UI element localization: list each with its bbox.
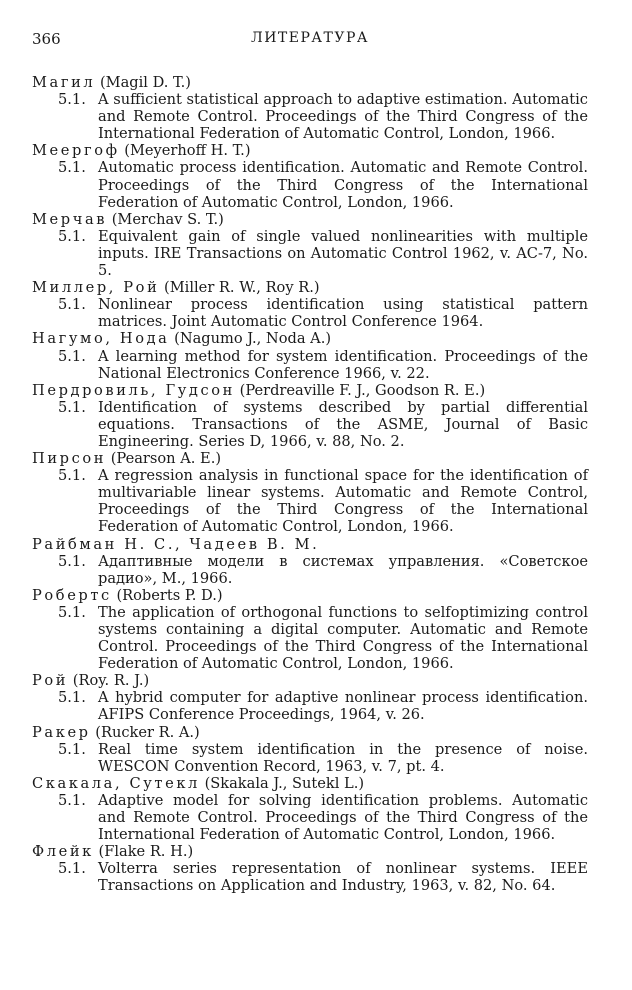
author-name-latin: (Magil D. T.)	[99, 74, 191, 91]
reference-text: Identification of systems described by partial differential equations. Transactions of the ASME, Journal of Basic Engineering. Series D, 1966, v. 88, No. 2.	[98, 398, 588, 450]
reference-text: Automatic process identification. Automatic and Remote Control. Proceedings of the Third Congress of the International Federation of Automatic Control, London, 1966.	[98, 159, 588, 211]
bibliography-entry	[32, 587, 588, 672]
reference-text: A hybrid computer for adaptive nonlinear process identification. AFIPS Conference Proceedings, 1964, v. 26.	[98, 689, 588, 724]
reference-text: Adaptive model for solving identification problems. Automatic and Remote Control. Proceedings of the Third Congress of the International Federation of Automatic Control, London, 1966.	[98, 791, 588, 844]
author-name-russian: Робертс	[32, 586, 112, 604]
reference-number: 5.1.	[58, 791, 86, 809]
entry-author	[32, 672, 588, 689]
author-name-russian: Магил	[32, 74, 96, 91]
reference-number: 5.1.	[58, 603, 86, 621]
reference-number: 5.1.	[58, 552, 86, 570]
bibliography-entry	[32, 450, 588, 535]
author-name-russian: Скакала, Сутекл	[32, 774, 200, 792]
author-name-latin: (Meyerhoff H. T.)	[124, 142, 251, 160]
reference-text: A regression analysis in functional space for the identification of multivariable linear systems. Automatic and Remote Control, Proceedings of the Third Congress of the International Federation of Automatic Control, London, 1966.	[98, 467, 588, 536]
bibliography-entry	[32, 724, 588, 775]
entry-reference	[32, 467, 588, 535]
entry-reference	[32, 228, 588, 279]
bibliography-entry	[32, 74, 588, 142]
reference-number: 5.1.	[58, 91, 86, 109]
author-name-russian: Ракер	[32, 723, 91, 741]
bibliography-list	[32, 74, 588, 895]
author-name-latin: (Nagumo J., Noda A.)	[174, 330, 332, 348]
author-name-russian: Флейк	[32, 843, 94, 861]
entry-reference	[32, 553, 588, 587]
bibliography-entry	[32, 142, 588, 210]
bibliography-entry	[32, 672, 588, 723]
entry-reference	[32, 689, 588, 723]
entry-author	[32, 587, 588, 604]
entry-author	[32, 775, 588, 792]
entry-author	[32, 382, 588, 399]
reference-text: A learning method for system identification. Proceedings of the National Electronics Conference 1966, v. 22.	[98, 347, 588, 382]
entry-reference	[32, 860, 588, 894]
page-header	[32, 30, 588, 54]
reference-text: Volterra series representation of nonlinear systems. IEEE Transactions on Application and Industry, 1963, v. 82, No. 64.	[98, 860, 588, 895]
entry-reference	[32, 91, 588, 142]
entry-author	[32, 724, 588, 741]
bibliography-entry	[32, 536, 588, 587]
bibliography-entry	[32, 843, 588, 894]
bibliography-entry	[32, 279, 588, 330]
entry-reference	[32, 159, 588, 210]
entry-reference	[32, 604, 588, 672]
reference-number: 5.1.	[58, 467, 86, 485]
author-name-russian: Райбман Н. С., Чадеев В. М.	[32, 535, 320, 553]
author-name-latin: (Roy. R. J.)	[72, 672, 150, 690]
author-name-russian: Мерчав	[32, 210, 108, 228]
reference-text: Equivalent gain of single valued nonlinearities with multiple inputs. IRE Transactions on Automatic Control 1962, v. AC-7, No. 5.	[98, 227, 588, 280]
entry-reference	[32, 741, 588, 775]
bibliography-entry	[32, 330, 588, 381]
entry-author	[32, 211, 588, 228]
author-name-russian: Миллер, Рой	[32, 279, 160, 297]
bibliography-entry	[32, 775, 588, 843]
entry-author	[32, 142, 588, 159]
entry-author	[32, 450, 588, 467]
reference-number: 5.1.	[58, 159, 86, 177]
entry-reference	[32, 348, 588, 382]
entry-author	[32, 843, 588, 860]
entry-author	[32, 74, 588, 91]
reference-text: The application of orthogonal functions to selfoptimizing control systems containing a digital computer. Automatic and Remote Control. Proceedings of the Third Congress of the International Federation of Automatic Control, London, 1966.	[98, 603, 588, 673]
author-name-russian: Нагумо, Нода	[32, 330, 170, 348]
author-name-latin: (Merchav S. T.)	[111, 210, 224, 228]
reference-number: 5.1.	[58, 398, 86, 416]
reference-number: 5.1.	[58, 227, 86, 245]
author-name-russian: Рой	[32, 672, 69, 690]
author-name-russian: Мееpгоф	[32, 142, 120, 160]
author-name-latin: (Perdreaville F. J., Goodson R. E.)	[239, 381, 486, 399]
reference-number: 5.1.	[58, 860, 86, 878]
running-title: ЛИТЕРАТУРА	[251, 30, 369, 46]
bibliography-entry	[32, 382, 588, 450]
entry-author	[32, 279, 588, 296]
entry-reference	[32, 399, 588, 450]
author-name-latin: (Roberts P. D.)	[116, 586, 223, 604]
entry-author	[32, 536, 588, 553]
reference-text: Адаптивные модели в системах управления. «Советское радио», М., 1966.	[98, 552, 588, 587]
page-number: 366	[32, 30, 61, 48]
entry-author	[32, 330, 588, 347]
entry-reference	[32, 792, 588, 843]
author-name-russian: Пирсон	[32, 450, 107, 468]
author-name-russian: Пердровиль, Гудсон	[32, 381, 235, 399]
entry-reference	[32, 296, 588, 330]
author-name-latin: (Flake R. H.)	[98, 843, 194, 861]
author-name-latin: (Rucker R. A.)	[95, 723, 200, 741]
reference-number: 5.1.	[58, 689, 86, 707]
reference-text: Nonlinear process identification using statistical pattern matrices. Joint Automatic Control Conference 1964.	[98, 296, 588, 331]
bibliography-entry	[32, 211, 588, 279]
book-page	[32, 30, 588, 895]
reference-number: 5.1.	[58, 740, 86, 758]
reference-text: A sufficient statistical approach to adaptive estimation. Automatic and Remote Control. Proceedings of the Third Congress of the International Federation of Automatic Control, London, 1966.	[98, 91, 588, 143]
reference-number: 5.1.	[58, 347, 86, 365]
author-name-latin: (Skakala J., Sutekl L.)	[204, 774, 365, 792]
author-name-latin: (Pearson A. E.)	[110, 450, 222, 468]
reference-text: Real time system identification in the presence of noise. WESCON Convention Record, 1963, v. 7, pt. 4.	[98, 740, 588, 775]
author-name-latin: (Miller R. W., Roy R.)	[164, 279, 320, 297]
reference-number: 5.1.	[58, 296, 86, 314]
